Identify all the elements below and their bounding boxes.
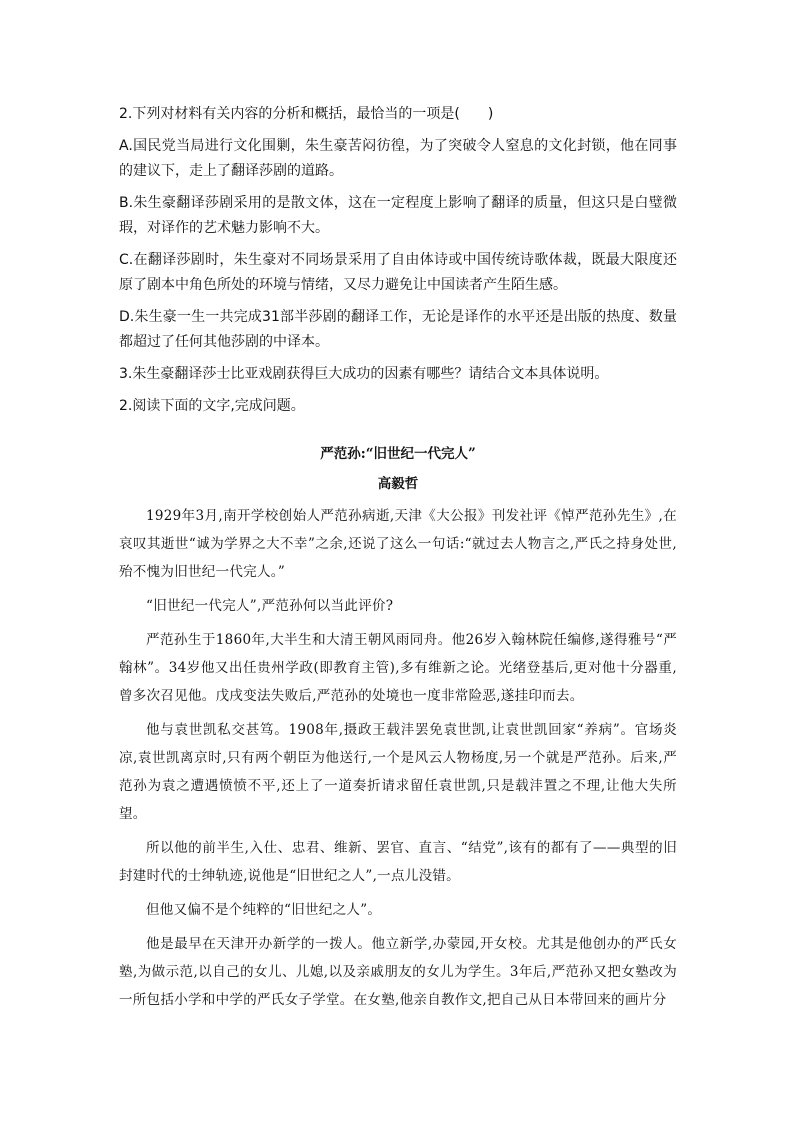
question-2-option-c: C.在翻译莎剧时，朱生豪对不同场景采用了自由体诗或中国传统诗歌体裁，既最大限度还原了剧本中角色所处的环境与情绪，又尽力避免让中国读者产生陌生感。: [119, 252, 677, 293]
question-2-option-b: B.朱生豪翻译莎剧采用的是散文体，这在一定程度上影响了翻译的质量，但这只是白璧微瑕，对译作的艺术魅力影响不大。: [119, 195, 677, 236]
question-2-stem: 2.下列对材料有关内容的分析和概括，最恰当的一项是( ): [119, 106, 494, 122]
question-2-option-a: A.国民党当局进行文化围剿，朱生豪苦闷彷徨，为了突破令人窒息的文化封锁，他在同事的建议下，走上了翻译莎剧的道路。: [119, 138, 677, 179]
article-title: 严范孙:“旧世纪一代完人”: [320, 446, 476, 462]
article-paragraph: “旧世纪一代完人”,严范孙何以当此评价?: [146, 598, 394, 614]
article-paragraph: 他是最早在天津开办新学的一拨人。他立新学,办蒙园,开女校。尤其是他创办的严氏女塾,为做示范,以自己的女儿、儿媳,以及亲戚朋友的女儿为学生。3年后,严范孙又把女塾改为一所包括小学和中学的严氏女子学堂。在女塾,他亲自教作文,把自己从日本带回来的画片分: [119, 936, 677, 1008]
article-author: 高毅哲: [377, 476, 419, 492]
article-paragraph: 所以他的前半生,入仕、忠君、维新、罢官、直言、“结党”,该有的都有了——典型的旧封建时代的士绅轨迹,说他是“旧世纪之人”,一点儿没错。: [119, 840, 677, 884]
question-2-option-d: D.朱生豪一生一共完成31部半莎剧的翻译工作，无论是译作的水平还是出版的热度、数量都超过了任何其他莎剧的中译本。: [119, 309, 677, 350]
reading-section-intro: 2.阅读下面的文字,完成问题。: [119, 398, 305, 414]
article-paragraph: 严范孙生于1860年,大半生和大清王朝风雨同舟。他26岁入翰林院任编修,遂得雅号“严翰林”。34岁他又出任贵州学政(即教育主管),多有维新之论。光绪登基后,更对他十分器重,曾多次召见他。戊戌变法失败后,严范孙的处境也一度非常险恶,遂挂印而去。: [119, 632, 677, 704]
article-paragraph: 他与袁世凯私交甚笃。1908年,摄政王载沣罢免袁世凯,让袁世凯回家“养病”。官场炎凉,袁世凯离京时,只有两个朝臣为他送行,一个是风云人物杨度,另一个就是严范孙。后来,严范孙为袁之遭遇愤愤不平,还上了一道奏折请求留任袁世凯,只是载沣置之不理,让他大失所望。: [119, 722, 677, 822]
question-section: [119, 102, 677, 426]
reading-article: [119, 440, 677, 1020]
article-paragraph: 1929年3月,南开学校创始人严范孙病逝,天津《大公报》刊发社评《悼严范孙先生》,在哀叹其逝世“诚为学界之大不幸”之余,还说了这么一句话:“就过去人物言之,严氏之持身处世,殆不愧为旧世纪一代完人。”: [119, 508, 677, 580]
question-3: 3.朱生豪翻译莎士比亚戏剧获得巨大成功的因素有哪些？请结合文本具体说明。: [119, 366, 609, 382]
article-paragraph: 但他又偏不是个纯粹的“旧世纪之人”。: [146, 902, 382, 918]
